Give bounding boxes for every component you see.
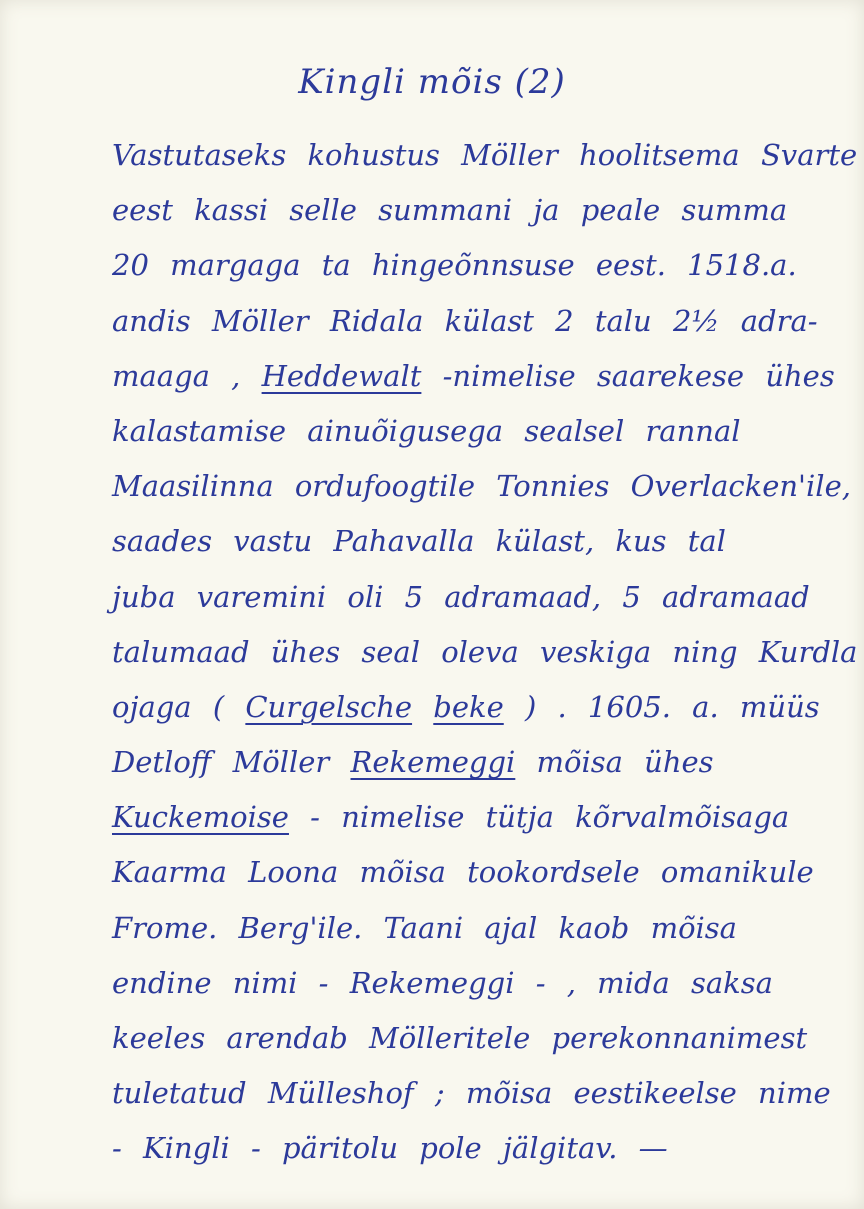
text-segment: Detloff Möller: [112, 745, 351, 780]
text-line: [112, 680, 852, 735]
text-segment: ojaga (: [112, 689, 246, 724]
text-segment: saades vastu Pahavalla külast, kus tal: [112, 524, 726, 559]
underlined-word: Rekemeggi: [350, 745, 516, 780]
text-line: [112, 294, 852, 349]
text-segment: mõisa ühes: [515, 745, 714, 780]
text-segment: ) . 1605. a. müüs: [503, 689, 820, 724]
text-line: [112, 625, 858, 680]
text-line: [112, 570, 852, 625]
text-segment: Vastutaseks kohustus Möller hoolitsema Svarte: [112, 138, 858, 172]
text-line: [112, 238, 852, 293]
text-segment: Frome. Berg'ile. Taani ajal kaob mõisa: [112, 910, 737, 945]
text-segment: keeles arendab Mölleritele perekonnanimest: [112, 1021, 808, 1055]
underlined-word: beke: [433, 689, 504, 724]
text-segment: eest kassi selle summani ja peale summa: [112, 193, 788, 228]
text-segment: 20 margaga ta hingeõnnsuse eest. 1518.a.: [112, 248, 797, 283]
text-segment: tuletatud Mülleshof ; mõisa eestikeelse nime: [112, 1076, 831, 1111]
underlined-word: Heddewalt: [261, 358, 422, 393]
text-segment: endine nimi - Rekemeggi - , mida saksa: [112, 965, 773, 1000]
text-line: [112, 735, 852, 790]
text-segment: Kaarma Loona mõisa tookordsele omanikule: [112, 855, 814, 890]
text-segment: [412, 690, 433, 724]
text-line: [112, 183, 852, 238]
text-line: [112, 1066, 852, 1121]
text-line: [112, 128, 858, 183]
text-segment: -nimelise saarekese ühes: [421, 358, 835, 393]
text-segment: maaga ,: [112, 358, 262, 393]
text-line: [112, 1121, 852, 1176]
text-segment: andis Möller Ridala külast 2 talu 2½ adra-: [112, 303, 818, 338]
page-title: Kingli mõis (2): [298, 62, 566, 102]
text-segment: - nimelise tütja kõrvalmõisaga: [288, 800, 790, 835]
handwritten-text-body: [112, 128, 858, 1177]
text-segment: juba varemini oli 5 adramaad, 5 adramaad: [112, 579, 810, 614]
text-segment: - Kingli - päritolu pole jälgitav. —: [112, 1131, 668, 1166]
text-line: [112, 349, 852, 404]
text-line: [112, 956, 852, 1011]
text-segment: talumaad ühes seal oleva veskiga ning Kurdla: [112, 634, 858, 669]
text-line: [112, 845, 852, 900]
text-segment: Maasilinna ordufoogtile Tonnies Overlacken'ile,: [112, 469, 851, 504]
text-line: [112, 901, 852, 956]
text-line: [112, 459, 852, 514]
text-line: [112, 404, 852, 459]
text-line: [112, 1011, 852, 1066]
text-line: [112, 790, 852, 845]
text-line: [112, 514, 852, 569]
text-segment: kalastamise ainuõigusega sealsel rannal: [112, 413, 741, 448]
underlined-word: Curgelsche: [245, 689, 413, 724]
underlined-word: Kuckemoise: [112, 800, 289, 835]
